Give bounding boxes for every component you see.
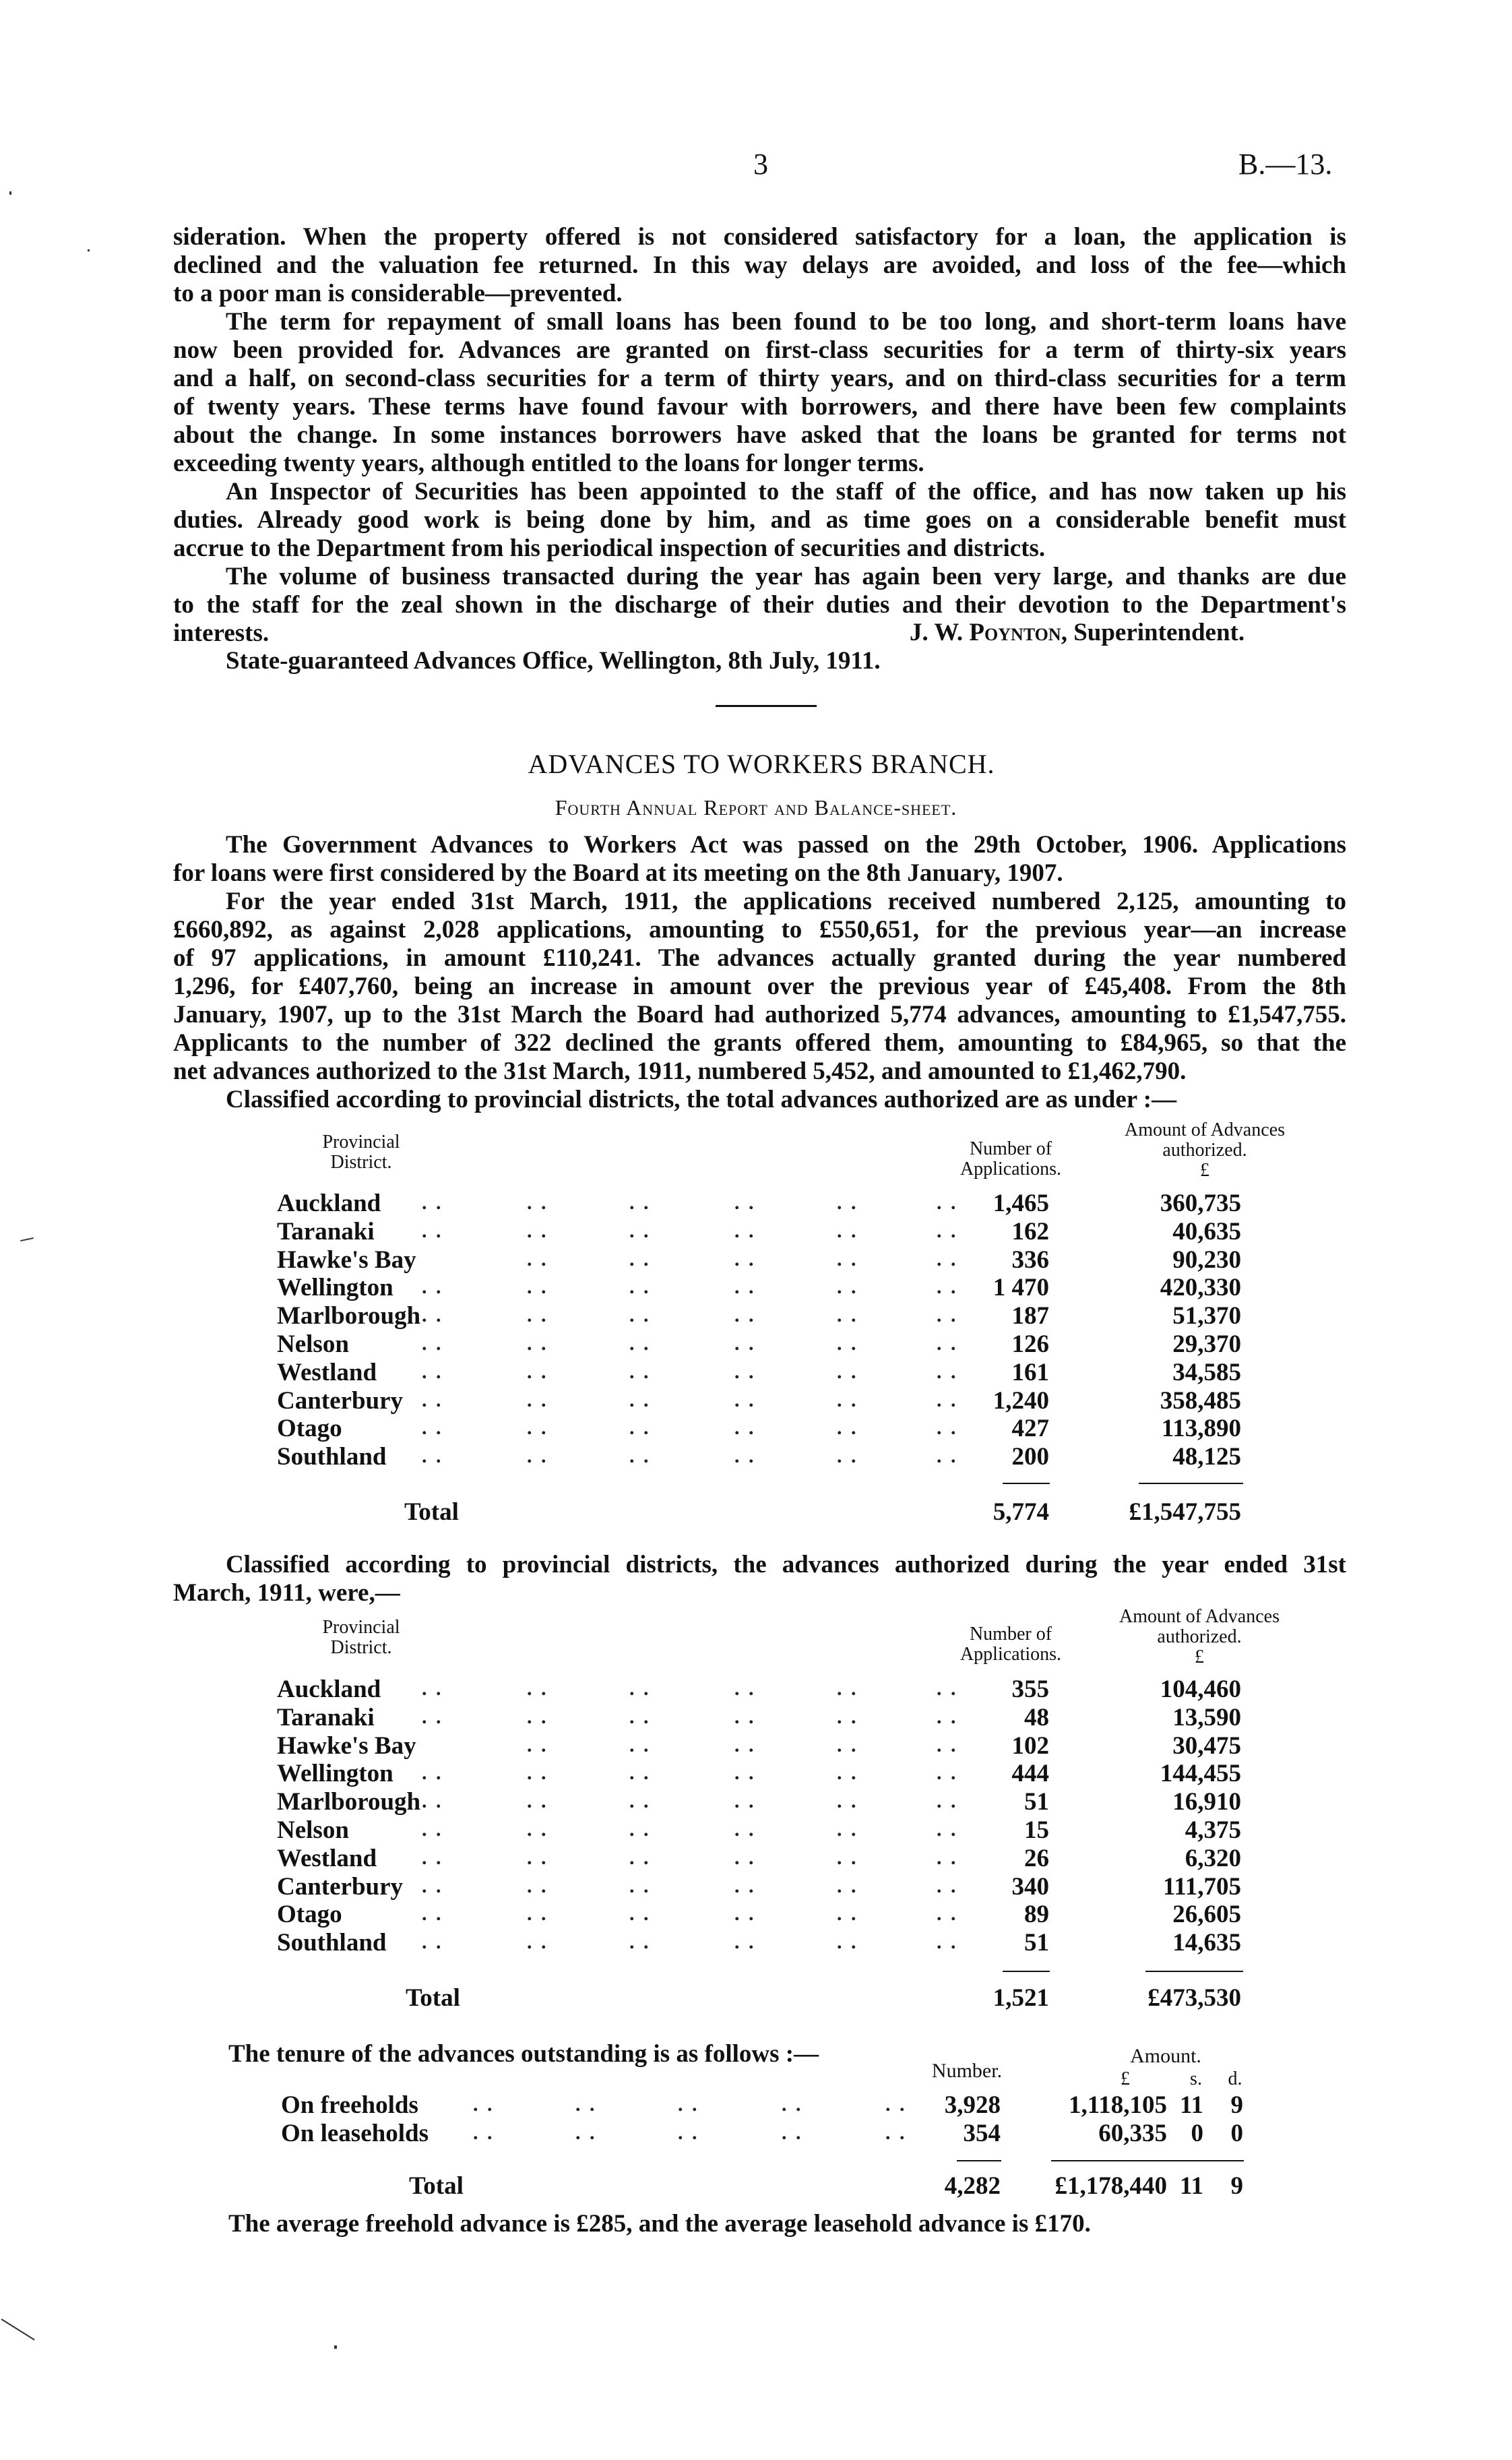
total-amount: £1,547,755 (1129, 1498, 1241, 1526)
applications-count: 102 (1011, 1731, 1049, 1760)
total-label: Total (404, 1498, 459, 1526)
dot-leader: . . (885, 2121, 907, 2144)
office-date-line: State-guaranteed Advances Office, Wellington, 8th July, 1911. (226, 647, 881, 675)
dot-leader: . . (629, 1903, 651, 1926)
dot-leader: . . (422, 1332, 443, 1355)
scan-mark (334, 2345, 337, 2349)
total-rule (1139, 1483, 1243, 1484)
dot-leader: . . (629, 1219, 651, 1242)
currency-unit: £ (1200, 1160, 1209, 1181)
applications-count: 89 (1024, 1901, 1049, 1929)
dot-leader: . . (937, 1762, 958, 1785)
district-name: Wellington (277, 1760, 393, 1788)
dot-leader: . . (837, 1790, 858, 1813)
paragraph-line: to a poor man is considerable—prevented. (173, 280, 623, 307)
total-pounds: £1,178,440 (1054, 2172, 1167, 2200)
dot-leader: . . (937, 1192, 958, 1214)
column-header-number: Number. (931, 2060, 1003, 2082)
header-line: Applications. (959, 1644, 1062, 1665)
scan-mark (1, 2318, 34, 2340)
dot-leader: . . (734, 1248, 756, 1270)
dot-leader: . . (527, 1445, 548, 1468)
dot-leader: . . (629, 1846, 651, 1869)
dot-leader: . . (734, 1790, 756, 1813)
amount-authorized: 113,890 (1161, 1415, 1241, 1443)
applications-count: 427 (1011, 1415, 1049, 1443)
applications-count: 187 (1011, 1302, 1049, 1330)
column-header-applications (940, 1139, 1081, 1179)
dot-leader: . . (678, 2093, 699, 2116)
dot-leader: . . (837, 1192, 858, 1214)
dot-leader: . . (734, 1931, 756, 1954)
dot-leader: . . (629, 1874, 651, 1897)
district-name: Westland (277, 1844, 377, 1872)
amount-authorized: 26,605 (1172, 1901, 1241, 1929)
amount-authorized: 4,375 (1185, 1816, 1241, 1844)
dot-leader: . . (527, 1931, 548, 1954)
applications-count: 15 (1024, 1816, 1049, 1844)
dot-leader: . . (527, 1276, 548, 1299)
applications-count: 51 (1024, 1929, 1049, 1957)
amount-authorized: 13,590 (1172, 1703, 1241, 1731)
dot-leader: . . (734, 1705, 756, 1728)
dot-leader: . . (937, 1276, 958, 1299)
paper-reference: B.—13. (1238, 148, 1333, 181)
dot-leader: . . (527, 1248, 548, 1270)
district-name: Wellington (277, 1274, 393, 1302)
dot-leader: . . (937, 1790, 958, 1813)
paragraph-line: 1,296, for £407,760, being an increase in amount over the previous year of £45,408. From the 8th (173, 973, 1346, 1000)
total-rule (1003, 1483, 1050, 1484)
amount-authorized: 16,910 (1172, 1788, 1241, 1816)
amount-authorized: 30,475 (1172, 1731, 1241, 1760)
dot-leader: . . (734, 1332, 756, 1355)
district-name: Otago (277, 1901, 342, 1929)
dot-leader: . . (527, 1417, 548, 1440)
district-name: Marlborough (277, 1788, 421, 1816)
tenure-pence: 9 (1230, 2091, 1243, 2119)
paragraph-line: sideration. When the property offered is not considered satisfactory for a loan, the application is (173, 223, 1346, 251)
dot-leader: . . (734, 1445, 756, 1468)
dot-leader: . . (629, 1332, 651, 1355)
dot-leader: . . (527, 1219, 548, 1242)
dot-leader: . . (937, 1388, 958, 1411)
total-label: Total (406, 1984, 460, 2012)
paragraph-line: The term for repayment of small loans has been found to be too long, and short-term loans have (226, 308, 1346, 336)
column-header-amount: Amount. (1130, 2045, 1201, 2067)
dot-leader: . . (837, 1733, 858, 1756)
dot-leader: . . (422, 1192, 443, 1214)
scan-mark (20, 1237, 34, 1241)
paragraph-line: Applicants to the number of 322 declined the grants offered them, amounting to £84,965, so that the (173, 1029, 1346, 1057)
dot-leader: . . (527, 1192, 548, 1214)
district-name: Southland (277, 1929, 387, 1957)
dot-leader: . . (782, 2093, 803, 2116)
total-shillings: 11 (1180, 2172, 1203, 2200)
dot-leader: . . (629, 1931, 651, 1954)
amount-authorized: 6,320 (1185, 1844, 1241, 1872)
dot-leader: . . (629, 1762, 651, 1785)
applications-count: 200 (1011, 1443, 1049, 1471)
dot-leader: . . (422, 1445, 443, 1468)
district-name: Otago (277, 1415, 342, 1443)
amount-authorized: 420,330 (1160, 1274, 1241, 1302)
tenure-pounds: 1,118,105 (1069, 2091, 1167, 2119)
dot-leader: . . (734, 1304, 756, 1327)
dot-leader: . . (527, 1678, 548, 1700)
dot-leader: . . (837, 1304, 858, 1327)
amount-authorized: 144,455 (1160, 1760, 1241, 1788)
dot-leader: . . (837, 1388, 858, 1411)
district-name: Taranaki (277, 1217, 375, 1246)
header-line: Amount of Advances (1125, 1119, 1285, 1140)
header-line: District. (330, 1152, 392, 1173)
amount-authorized: 48,125 (1172, 1443, 1241, 1471)
tenure-number: 3,928 (944, 2091, 1001, 2119)
district-name: Auckland (277, 1675, 381, 1703)
tenure-pence: 0 (1230, 2119, 1243, 2147)
dot-leader: . . (837, 1931, 858, 1954)
paragraph-line: An Inspector of Securities has been appointed to the staff of the office, and has now taken up his (226, 478, 1346, 505)
dot-leader: . . (527, 1903, 548, 1926)
dot-leader: . . (734, 1219, 756, 1242)
dot-leader: . . (629, 1360, 651, 1383)
dot-leader: . . (837, 1248, 858, 1270)
dot-leader: . . (422, 1762, 443, 1785)
currency-unit: £ (1195, 1647, 1204, 1667)
header-line: authorized. (1157, 1626, 1242, 1647)
dot-leader: . . (937, 1417, 958, 1440)
dot-leader: . . (422, 1790, 443, 1813)
dot-leader: . . (734, 1846, 756, 1869)
tenure-pounds: 60,335 (1098, 2119, 1167, 2147)
dot-leader: . . (937, 1332, 958, 1355)
dot-leader: . . (527, 1818, 548, 1841)
dot-leader: . . (837, 1360, 858, 1383)
dot-leader: . . (937, 1445, 958, 1468)
applications-count: 161 (1011, 1358, 1049, 1386)
dot-leader: . . (422, 1276, 443, 1299)
signature-title: , Superintendent. (1061, 619, 1245, 646)
dot-leader: . . (937, 1846, 958, 1869)
district-name: Canterbury (277, 1386, 404, 1415)
total-rule (1145, 1971, 1243, 1972)
dot-leader: . . (422, 1304, 443, 1327)
total-applications: 1,521 (993, 1984, 1049, 2012)
tenure-label: On freeholds (281, 2091, 418, 2119)
paragraph-line: accrue to the Department from his periodical inspection of securities and districts. (173, 534, 1046, 562)
applications-count: 162 (1011, 1217, 1049, 1246)
tenure-label: On leaseholds (281, 2119, 429, 2147)
dot-leader: . . (837, 1874, 858, 1897)
closing-sentence: The average freehold advance is £285, and the average leasehold advance is £170. (228, 2210, 1091, 2238)
page-number: 3 (753, 148, 768, 181)
dot-leader: . . (575, 2093, 597, 2116)
dot-leader: . . (629, 1192, 651, 1214)
applications-count: 48 (1024, 1703, 1049, 1731)
header-line: authorized. (1162, 1140, 1247, 1161)
section-title: ADVANCES TO WORKERS BRANCH. (528, 749, 995, 779)
dot-leader: . . (422, 1417, 443, 1440)
tenure-number: 354 (963, 2119, 1001, 2147)
dot-leader: . . (629, 1733, 651, 1756)
district-name: Taranaki (277, 1703, 375, 1731)
total-rule (1003, 1971, 1050, 1972)
amount-authorized: 14,635 (1172, 1929, 1241, 1957)
dot-leader: . . (527, 1388, 548, 1411)
dot-leader: . . (837, 1219, 858, 1242)
tenure-shillings: 0 (1191, 2119, 1203, 2147)
dot-leader: . . (629, 1445, 651, 1468)
paragraph-line: Classified according to provincial districts, the advances authorized during the year ended 31st (226, 1551, 1346, 1578)
dot-leader: . . (527, 1874, 548, 1897)
dot-leader: . . (629, 1388, 651, 1411)
paragraph-line: to the staff for the zeal shown in the discharge of their duties and their devotion to the Department's (173, 591, 1346, 619)
dot-leader: . . (629, 1248, 651, 1270)
amount-authorized: 40,635 (1172, 1217, 1241, 1246)
total-number: 4,282 (944, 2172, 1001, 2200)
total-label: Total (409, 2172, 464, 2200)
column-header-amount (1097, 1120, 1313, 1181)
applications-count: 1 470 (993, 1274, 1049, 1302)
column-header-district (294, 1618, 429, 1658)
dot-leader: . . (629, 1276, 651, 1299)
signature-name: J. W. Poynton (910, 619, 1061, 646)
dot-leader: . . (422, 1931, 443, 1954)
dot-leader: . . (937, 1219, 958, 1242)
tenure-intro: The tenure of the advances outstanding is as follows :— (228, 2040, 819, 2068)
header-line: Number of (969, 1624, 1052, 1644)
dot-leader: . . (885, 2093, 907, 2116)
paragraph-line: now been provided for. Advances are granted on first-class securities for a term of thirty-six years (173, 336, 1346, 364)
dot-leader: . . (527, 1705, 548, 1728)
dot-leader: . . (837, 1678, 858, 1700)
applications-count: 1,465 (993, 1190, 1049, 1217)
dot-leader: . . (937, 1874, 958, 1897)
header-line: Amount of Advances (1119, 1606, 1280, 1627)
tenure-shillings: 11 (1180, 2091, 1203, 2119)
section-divider (716, 705, 817, 707)
dot-leader: . . (422, 1388, 443, 1411)
section-subtitle: Fourth Annual Report and Balance-sheet. (555, 795, 957, 820)
dot-leader: . . (734, 1874, 756, 1897)
paragraph-line: about the change. In some instances borrowers have asked that the loans be granted for terms not (173, 421, 1346, 449)
dot-leader: . . (937, 1360, 958, 1383)
paragraph-line: declined and the valuation fee returned. In this way delays are avoided, and loss of the fee—which (173, 251, 1346, 279)
dot-leader: . . (527, 1790, 548, 1813)
dot-leader: . . (937, 1678, 958, 1700)
dot-leader: . . (527, 1846, 548, 1869)
column-header-applications (940, 1624, 1081, 1665)
scan-mark (88, 249, 90, 251)
dot-leader: . . (422, 1874, 443, 1897)
dot-leader: . . (734, 1733, 756, 1756)
header-line: Applications. (959, 1159, 1062, 1179)
dot-leader: . . (837, 1332, 858, 1355)
dot-leader: . . (734, 1388, 756, 1411)
header-line: Number of (969, 1138, 1052, 1159)
dot-leader: . . (527, 1360, 548, 1383)
dot-leader: . . (837, 1276, 858, 1299)
amount-authorized: 360,735 (1160, 1190, 1241, 1217)
total-rule (1051, 2160, 1244, 2161)
applications-count: 355 (1011, 1675, 1049, 1703)
signature (910, 619, 1245, 647)
district-name: Hawke's Bay (277, 1246, 416, 1274)
amount-authorized: 34,585 (1172, 1358, 1241, 1386)
dot-leader: . . (837, 1762, 858, 1785)
district-name: Auckland (277, 1190, 381, 1217)
dot-leader: . . (937, 1733, 958, 1756)
dot-leader: . . (422, 1705, 443, 1728)
amount-authorized: 90,230 (1172, 1246, 1241, 1274)
total-applications: 5,774 (993, 1498, 1049, 1526)
column-header-amount (1092, 1607, 1307, 1667)
dot-leader: . . (422, 1903, 443, 1926)
paragraph-line: and a half, on second-class securities for a term of thirty years, and on third-class securities for a term (173, 365, 1346, 392)
paragraph-line: The Government Advances to Workers Act was passed on the 29th October, 1906. Applications (226, 831, 1346, 859)
dot-leader: . . (837, 1705, 858, 1728)
district-name: Marlborough (277, 1302, 421, 1330)
dot-leader: . . (629, 1705, 651, 1728)
dot-leader: . . (937, 1931, 958, 1954)
dot-leader: . . (422, 1678, 443, 1700)
dot-leader: . . (422, 1846, 443, 1869)
paragraph-line: net advances authorized to the 31st March, 1911, numbered 5,452, and amounted to £1,462,790. (173, 1057, 1187, 1085)
column-header-pounds: £ (1121, 2068, 1130, 2089)
dot-leader: . . (937, 1248, 958, 1270)
dot-leader: . . (527, 1733, 548, 1756)
dot-leader: . . (422, 1818, 443, 1841)
dot-leader: . . (937, 1818, 958, 1841)
dot-leader: . . (837, 1417, 858, 1440)
dot-leader: . . (422, 1219, 443, 1242)
applications-count: 336 (1011, 1246, 1049, 1274)
dot-leader: . . (629, 1417, 651, 1440)
dot-leader: . . (527, 1762, 548, 1785)
paragraph-line: duties. Already good work is being done by him, and as time goes on a considerable benefit must (173, 506, 1346, 534)
dot-leader: . . (734, 1678, 756, 1700)
dot-leader: . . (734, 1762, 756, 1785)
dot-leader: . . (527, 1304, 548, 1327)
dot-leader: . . (837, 1903, 858, 1926)
dot-leader: . . (734, 1276, 756, 1299)
dot-leader: . . (734, 1818, 756, 1841)
dot-leader: . . (473, 2121, 495, 2144)
amount-authorized: 51,370 (1172, 1302, 1241, 1330)
header-line: Provincial (322, 1132, 400, 1152)
paragraph-line: for loans were first considered by the Board at its meeting on the 8th January, 1907. (173, 859, 1063, 887)
column-header-pence: d. (1228, 2068, 1242, 2089)
district-name: Hawke's Bay (277, 1731, 416, 1760)
amount-authorized: 111,705 (1162, 1872, 1241, 1901)
applications-count: 1,240 (993, 1386, 1049, 1415)
paragraph-line: January, 1907, up to the 31st March the Board had authorized 5,774 advances, amounting to £1,547,755. (173, 1001, 1346, 1028)
dot-leader: . . (734, 1417, 756, 1440)
paragraph-line: of 97 applications, in amount £110,241. The advances actually granted during the year numbered (173, 944, 1346, 972)
total-pence: 9 (1230, 2172, 1243, 2200)
applications-count: 26 (1024, 1844, 1049, 1872)
dot-leader: . . (734, 1903, 756, 1926)
district-name: Nelson (277, 1330, 349, 1358)
dot-leader: . . (937, 1304, 958, 1327)
paragraph-line: Classified according to provincial districts, the total advances authorized are as under :— (226, 1086, 1177, 1113)
dot-leader: . . (678, 2121, 699, 2144)
dot-leader: . . (473, 2093, 495, 2116)
amount-authorized: 104,460 (1160, 1675, 1241, 1703)
dot-leader: . . (575, 2121, 597, 2144)
dot-leader: . . (527, 1332, 548, 1355)
dot-leader: . . (629, 1790, 651, 1813)
dot-leader: . . (837, 1846, 858, 1869)
dot-leader: . . (422, 1360, 443, 1383)
scan-mark (9, 191, 11, 195)
dot-leader: . . (629, 1304, 651, 1327)
paragraph-line: The volume of business transacted during the year has again been very large, and thanks are due (226, 563, 1346, 590)
district-name: Canterbury (277, 1872, 404, 1901)
header-line: Provincial (322, 1617, 400, 1638)
dot-leader: . . (937, 1903, 958, 1926)
column-header-shillings: s. (1190, 2068, 1202, 2089)
paragraph-line: of twenty years. These terms have found favour with borrowers, and there have been few complaints (173, 393, 1346, 421)
paragraph-line: interests. (173, 619, 270, 647)
amount-authorized: 29,370 (1172, 1330, 1241, 1358)
district-name: Nelson (277, 1816, 349, 1844)
column-header-district (294, 1132, 429, 1173)
dot-leader: . . (734, 1192, 756, 1214)
district-name: Westland (277, 1358, 377, 1386)
district-name: Southland (277, 1443, 387, 1471)
paragraph-line: exceeding twenty years, although entitled to the loans for longer terms. (173, 450, 924, 477)
applications-count: 126 (1011, 1330, 1049, 1358)
dot-leader: . . (734, 1360, 756, 1383)
paragraph-line: March, 1911, were,— (173, 1579, 400, 1607)
dot-leader: . . (629, 1818, 651, 1841)
paragraph-line: For the year ended 31st March, 1911, the applications received numbered 2,125, amounting to (226, 888, 1346, 915)
dot-leader: . . (837, 1818, 858, 1841)
applications-count: 340 (1011, 1872, 1049, 1901)
paragraph-line: £660,892, as against 2,028 applications, amounting to £550,651, for the previous year—an increase (173, 916, 1346, 944)
applications-count: 444 (1011, 1760, 1049, 1788)
dot-leader: . . (629, 1678, 651, 1700)
dot-leader: . . (837, 1445, 858, 1468)
total-amount: £473,530 (1147, 1984, 1241, 2012)
applications-count: 51 (1024, 1788, 1049, 1816)
amount-authorized: 358,485 (1160, 1386, 1241, 1415)
header-line: District. (330, 1637, 392, 1658)
dot-leader: . . (782, 2121, 803, 2144)
total-rule (957, 2160, 1001, 2161)
dot-leader: . . (937, 1705, 958, 1728)
